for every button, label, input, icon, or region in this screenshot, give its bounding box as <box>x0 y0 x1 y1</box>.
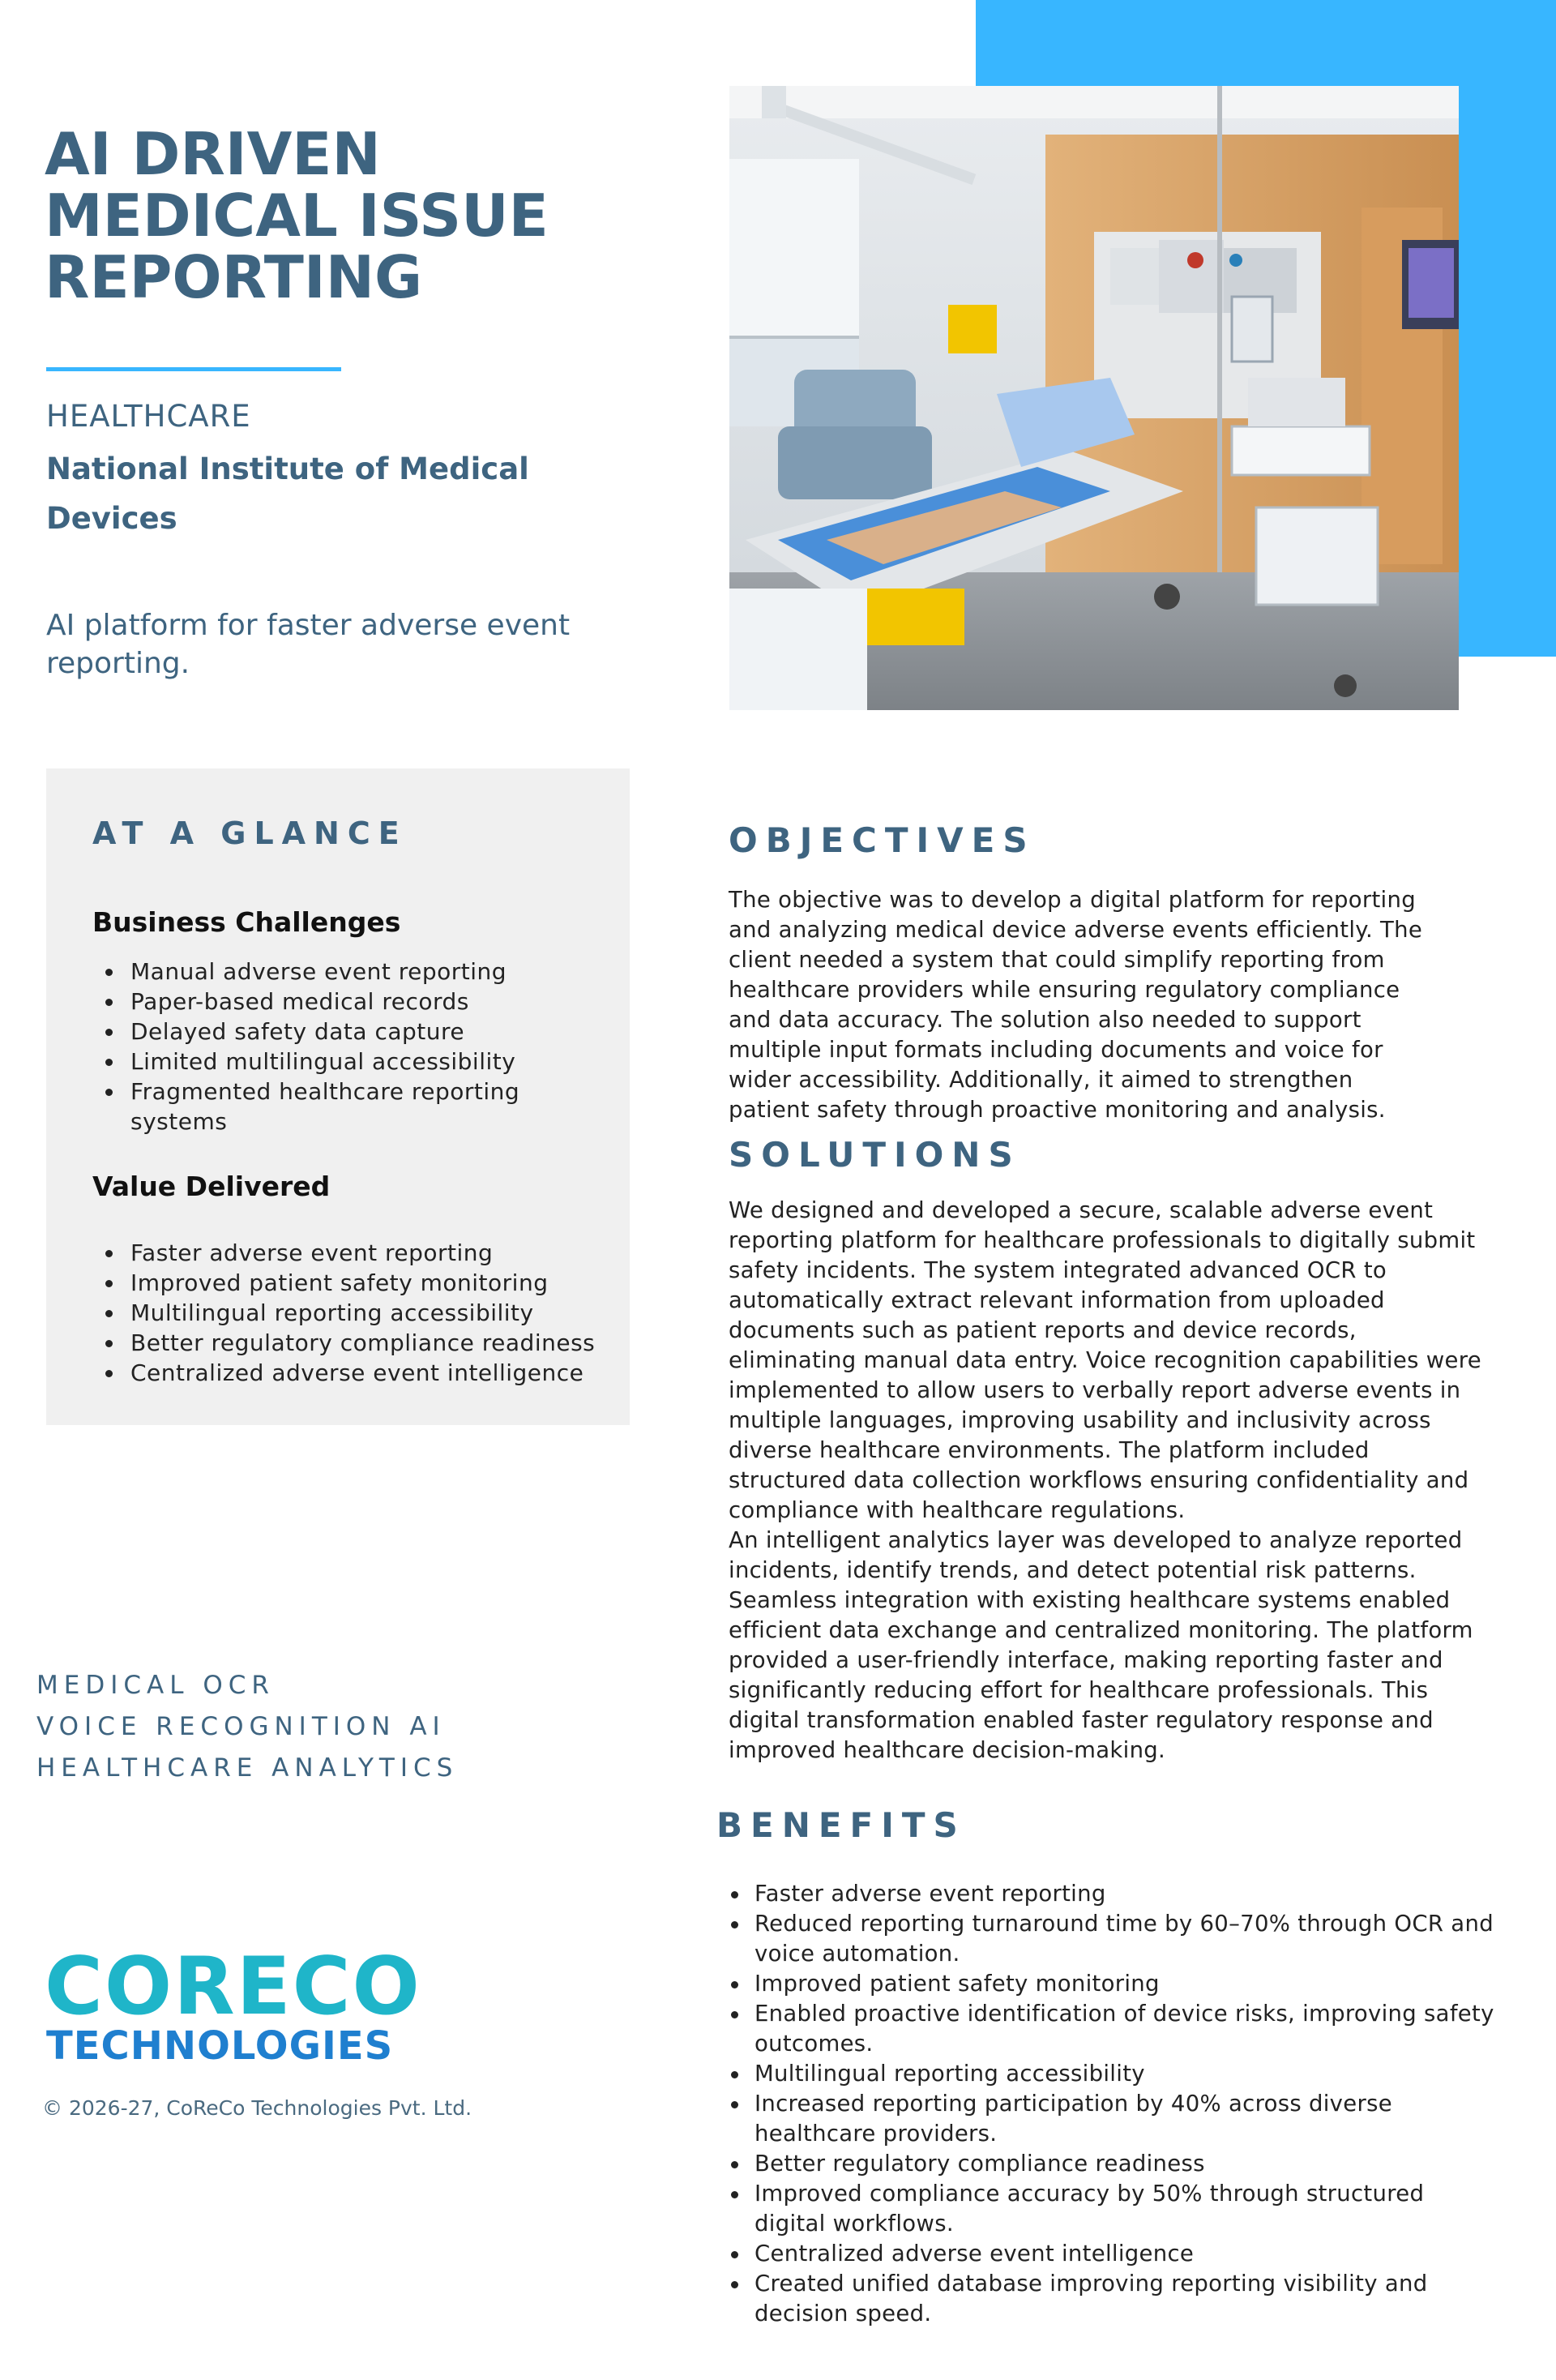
list-item: Created unified database improving reporting visibility and decision speed. <box>717 2269 1495 2329</box>
list-item: Increased reporting participation by 40% across diverse healthcare providers. <box>717 2089 1495 2149</box>
technology-item: VOICE RECOGNITION AI <box>36 1712 446 1741</box>
list-item: Improved compliance accuracy by 50% through structured digital workflows. <box>717 2179 1495 2239</box>
client-name: National Institute of Medical Devices <box>46 452 529 536</box>
list-item: Reduced reporting turnaround time by 60–70% through OCR and voice automation. <box>717 1909 1495 1969</box>
list-item: Limited multilingual accessibility <box>92 1047 611 1077</box>
technology-item: HEALTHCARE ANALYTICS <box>36 1753 459 1783</box>
at-a-glance-panel <box>46 768 630 1425</box>
list-item: Delayed safety data capture <box>92 1017 611 1047</box>
title-divider <box>46 367 341 371</box>
company-logo-wordmark: CORECO <box>45 1941 421 2033</box>
industry-label: HEALTHCARE <box>46 399 251 434</box>
list-item: Manual adverse event reporting <box>92 957 611 987</box>
list-item: Improved patient safety monitoring <box>92 1268 611 1298</box>
list-item: Enabled proactive identification of device risks, improving safety outcomes. <box>717 1999 1495 2059</box>
title-line-1: AI DRIVEN <box>45 120 381 188</box>
business-challenges-heading: Business Challenges <box>92 906 401 938</box>
hospital-room-photo <box>729 86 1459 710</box>
list-item: Faster adverse event reporting <box>92 1238 611 1268</box>
tagline: AI platform for faster adverse event reporting. <box>46 609 571 680</box>
list-item: Faster adverse event reporting <box>717 1879 1495 1909</box>
title-line-3: REPORTING <box>45 243 423 311</box>
title-line-2: MEDICAL ISSUE <box>45 182 549 250</box>
solutions-paragraph-2: An intelligent analytics layer was developed to analyze reported incidents, identify trends, and detect potential risk patterns. Seamless integration with existing healthcare systems enabled efficient data exchange and centralized monitoring. The platform provided a user-friendly interface, making reporting faster and significantly reducing effort for healthcare professionals. This digital transformation enabled faster regulatory response and improved healthcare decision-making. <box>729 1527 1473 1763</box>
benefits-title: BENEFITS <box>716 1805 966 1845</box>
list-item: Multilingual reporting accessibility <box>92 1298 611 1328</box>
copyright-text: © 2026-27, CoReCo Technologies Pvt. Ltd. <box>42 2096 472 2120</box>
list-item: Improved patient safety monitoring <box>717 1969 1495 1999</box>
objectives-title: OBJECTIVES <box>729 820 1036 860</box>
list-item: Centralized adverse event intelligence <box>92 1358 611 1388</box>
objectives-text: The objective was to develop a digital platform for reporting and analyzing medical device adverse events efficiently. The client needed a system that could simplify reporting from healthcare providers while ensuring regulatory compliance and data accuracy. The solution also needed to support multiple input formats including documents and voice for wider accessibility. Additionally, it aimed to strengthen patient safety through proactive monitoring and analysis. <box>729 887 1423 1123</box>
value-delivered-heading: Value Delivered <box>92 1171 331 1202</box>
list-item: Paper-based medical records <box>92 987 611 1017</box>
solutions-paragraph-1: We designed and developed a secure, scalable adverse event reporting platform for healthcare professionals to digitally submit safety incidents. The system integrated advanced OCR to automatically extract relevant information from uploaded documents such as patient reports and device records, eliminating manual data entry. Voice recognition capabilities were implemented to allow users to verbally report adverse events in multiple languages, improving usability and inclusivity across diverse healthcare environments. The platform included structured data collection workflows ensuring confidentiality and compliance with healthcare regulations. <box>729 1197 1481 1523</box>
list-item: Better regulatory compliance readiness <box>92 1328 611 1358</box>
benefits-list <box>717 1879 1495 2329</box>
business-challenges-list <box>92 957 611 1136</box>
at-a-glance-title: AT A GLANCE <box>92 815 408 851</box>
list-item: Centralized adverse event intelligence <box>717 2239 1495 2269</box>
technologies-list <box>36 1665 458 1789</box>
technology-item: MEDICAL OCR <box>36 1671 275 1700</box>
list-item: Multilingual reporting accessibility <box>717 2059 1495 2089</box>
list-item: Better regulatory compliance readiness <box>717 2149 1495 2179</box>
solutions-title: SOLUTIONS <box>729 1135 1021 1175</box>
page-title <box>45 120 628 311</box>
company-logo-subtitle: TECHNOLOGIES <box>46 2023 394 2069</box>
list-item: Fragmented healthcare reporting systems <box>92 1077 546 1136</box>
value-delivered-list <box>92 1238 611 1388</box>
